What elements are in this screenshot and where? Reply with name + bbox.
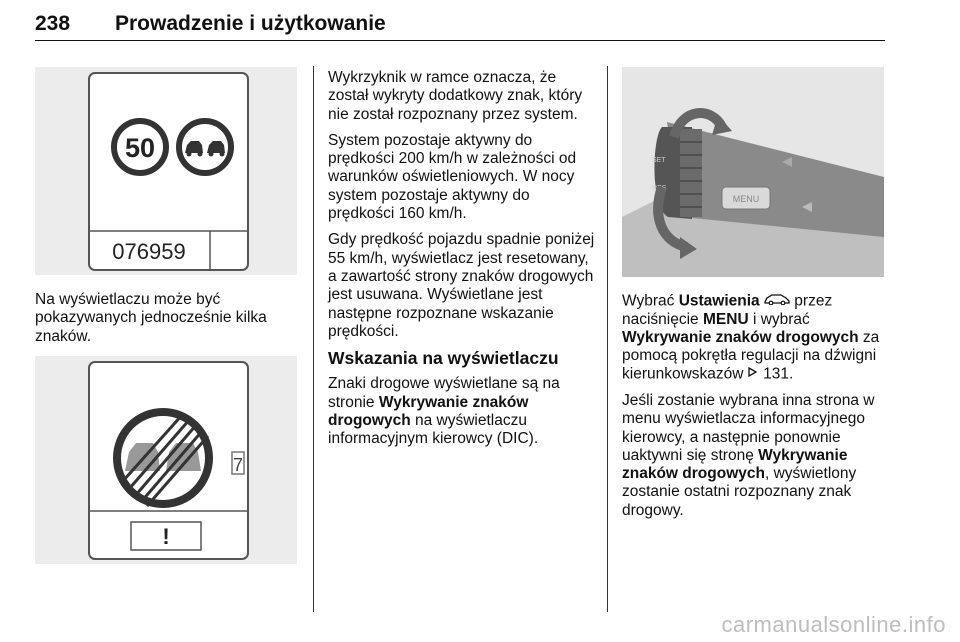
speed-limit-sign (114, 121, 166, 173)
lever-illustration (622, 67, 884, 277)
text-span: za pomocą pokrętła regulacji na dźwigni kierunkowskazów (622, 328, 880, 383)
menu-term: Wykrywanie znaków drogowych (622, 446, 848, 483)
chapter-title: Prowadzenie i użytkowanie (115, 12, 386, 35)
display-code: 076959 (112, 239, 186, 264)
text-span: Wybrać (622, 292, 679, 310)
text-span: na wyświetlaczu informacyjnym kierowcy (DIC). (328, 412, 539, 448)
menu-term: Ustawienia (678, 292, 760, 310)
side-number: 7 (232, 455, 244, 475)
car-settings-icon (764, 292, 790, 310)
figure-turn-signal-lever (622, 67, 884, 277)
column-1-text (35, 291, 297, 354)
speed-limit-value: 50 (124, 133, 156, 163)
no-overtaking-sign (179, 121, 231, 173)
caption-multiple-signs: Na wyświetlaczu może być pokazywanych jednocześnie kilka znaków. (35, 291, 267, 345)
text-span: Jeśli zostanie wybrana inna strona w menu wyświetlacza informacyjnego kierowcy, a następnie ponownie uaktywni się stronę (622, 391, 875, 464)
section-heading: Wskazania na wyświetlaczu (328, 348, 559, 369)
paragraph-speed-range: System pozostaje aktywny do prędkości 200 km/h w zależności od warunków oświetleniowych. W nocy system pozostaje aktywny do prędkości 160 km/h. (328, 131, 577, 223)
end-no-overtaking-illustration (35, 356, 297, 564)
menu-button-label: MENU (732, 194, 760, 204)
text-span: i wybrać (748, 310, 810, 328)
column-divider-2 (607, 66, 608, 612)
display-illustration (35, 67, 297, 275)
watermark: carmanualsonline.info (721, 612, 946, 637)
page-reference: 131. (763, 365, 794, 383)
res-label: RES (652, 185, 667, 192)
menu-button-term: MENU (703, 310, 749, 328)
paragraph-other-page (622, 392, 888, 520)
paragraph-display-page (328, 375, 596, 448)
column-2-text (328, 69, 596, 457)
menu-term: Wykrywanie znaków drogowych (622, 328, 859, 346)
text-span: przez naciśnięcie (622, 292, 833, 328)
paragraph-exclamation: Wykrzyknik w ramce oznacza, że został wykryty dodatkowy znak, który nie został rozpoznany przez system. (328, 69, 583, 123)
text-span: Znaki drogowe wyświetlane są na stronie (328, 375, 560, 411)
page-header (35, 10, 885, 41)
column-3-text (622, 292, 888, 528)
column-divider-1 (313, 66, 314, 612)
paragraph-select-settings (622, 292, 888, 384)
exclamation-mark: ! (162, 524, 170, 549)
page-reference-icon (748, 365, 759, 383)
page-number: 238 (35, 12, 71, 35)
figure-end-no-overtaking (35, 356, 297, 564)
paragraph-reset: Gdy prędkość pojazdu spadnie poniżej 55 km/h, wyświetlacz jest resetowany, a zawartość strony znaków drogowych jest usuwana. Wyświetlane jest następne rozpoznane wskazanie prędkości. (328, 231, 595, 340)
figure-display-signs (35, 67, 297, 275)
set-label: SET (652, 157, 666, 164)
text-span: , wyświetlony zostanie ostatni rozpoznany znak drogowy. (622, 465, 857, 519)
menu-term: Wykrywanie znaków drogowych (328, 393, 529, 430)
